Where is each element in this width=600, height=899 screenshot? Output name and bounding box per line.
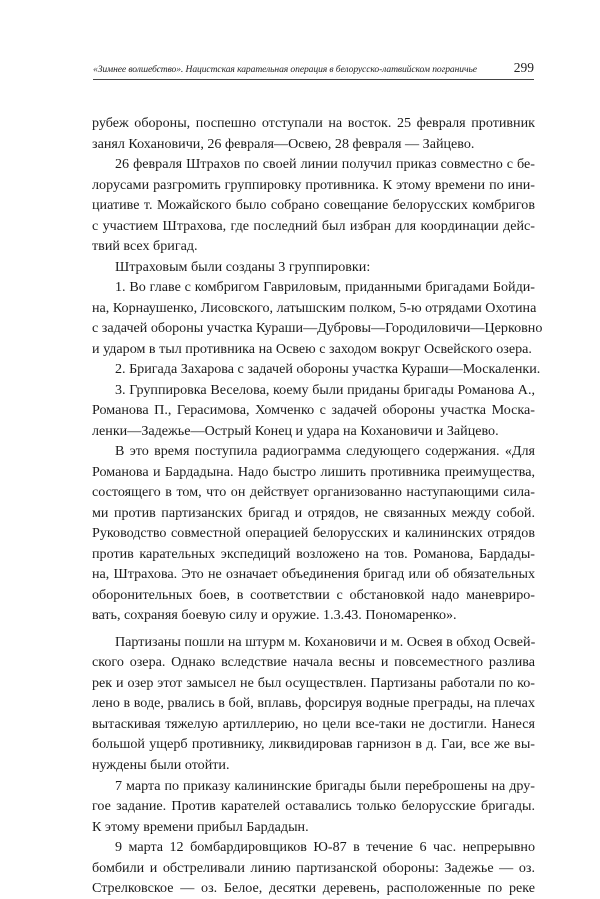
text-line: 7 марта по приказу калининские бригады были переброшены на дру- [115, 777, 535, 794]
text-line: 9 марта 12 бомбардировщиков Ю-87 в течение 6 час. непрерывно [115, 839, 535, 856]
text-line: занял Кохановичи, 26 февраля—Освею, 28 февраля — Зайцево. [92, 135, 475, 152]
paragraph-10 [92, 837, 535, 899]
paragraph-8 [92, 632, 535, 776]
text-line: 3. Группировка Веселова, коему были приданы бригады Романова А., [115, 381, 535, 398]
text-line: 1. Во главе с комбригом Гавриловым, приданными бригадами Бойди- [115, 279, 535, 296]
text-line: Романова и Бардадына. Надо быстро лишить противника преимущества, [92, 463, 535, 480]
text-line: Партизаны пошли на штурм м. Кохановичи и м. Освея в обход Освей- [115, 633, 536, 650]
text-line: Штраховым были созданы 3 группировки: [115, 258, 371, 275]
body-text [92, 113, 543, 899]
page-number: 299 [513, 60, 534, 75]
text-line: вытаскивая тяжелую артиллерию, но цели все-таки не достигли. Нанеся [92, 715, 535, 732]
text-line: с задачей обороны участка Кураши—Дубровы—Городиловичи—Церковно [92, 320, 543, 337]
paragraph-3 [92, 257, 535, 278]
text-line: рубеж обороны, поспешно отступали на восток. 25 февраля противник [92, 115, 535, 131]
paragraph-9 [92, 776, 535, 838]
paragraph-4 [92, 277, 543, 359]
text-line: большой ущерб противнику, ликвидировав гарнизон в д. Гаи, все же вы- [92, 736, 535, 753]
running-header [93, 60, 534, 80]
text-line: против карательных экспедиций возложено на тов. Романова, Бардады- [92, 545, 535, 562]
text-line: Стрелковское — оз. Белое, десятки деревень, расположенные по реке [92, 880, 535, 897]
paragraph-7 [92, 441, 535, 626]
text-line: на, Штрахова. Это не означает объединения бригад или об обязательных [92, 566, 535, 583]
text-line: и ударом в тыл противника на Освею с заходом вокруг Освейского озера. [92, 340, 532, 357]
text-line: состоящего в том, что он действует организованно наступающими сила- [92, 484, 535, 501]
text-line: Романова П., Герасимова, Хомченко с задачей обороны участка Моска- [92, 402, 535, 419]
text-line: вать, сохраняя боевую силу и оружие. 1.3.43. Пономаренко». [92, 607, 457, 624]
header-rule [93, 79, 534, 80]
text-line: 2. Бригада Захарова с задачей обороны участка Кураши—Москаленки. [115, 361, 541, 378]
paragraph-1 [92, 113, 535, 154]
paragraph-5 [92, 359, 541, 380]
text-line: циативе т. Можайского было собрано совещание белорусских комбригов [92, 197, 535, 214]
paragraph-6 [92, 380, 535, 442]
text-line: гое задание. Против карателей оставались только белорусские бригады. [92, 798, 535, 815]
text-line: твий всех бригад. [92, 238, 198, 255]
text-line: ми против партизанских бригад и отрядов, не связанных между собой. [92, 504, 535, 521]
text-line: В это время поступила радиограмма следующего содержания. «Для [115, 443, 535, 460]
text-line: рек и озер этот замысел не был осуществлен. Партизаны работали по ко- [92, 674, 535, 691]
text-line: на, Корнаушенко, Лисовского, латышским полком, 5-ю отрядами Охотина [92, 299, 537, 316]
text-line: 26 февраля Штрахов по своей линии получил приказ совместно с бе- [115, 156, 535, 173]
paragraph-2 [92, 154, 535, 257]
text-line: нуждены были отойти. [92, 756, 230, 773]
text-line: ского озера. Однако вследствие начала весны и повсеместного разлива [92, 654, 535, 671]
text-line: лорусами разгромить группировку противника. К этому времени по ини- [92, 176, 535, 193]
text-line: с участием Штрахова, где последний был избран для координации дейс- [92, 217, 535, 234]
text-line: ленки—Задежье—Острый Конец и удара на Кохановичи и Зайцево. [92, 422, 499, 439]
running-title: «Зимнее волшебство». Нацистская карательная операция в белорусско-латвийском пограничье [93, 64, 477, 75]
text-line: К этому времени прибыл Бардадын. [92, 818, 309, 835]
text-line: бомбили и обстреливали линию партизанской обороны: Задежье — оз. [92, 859, 535, 876]
text-line: лено в воде, рвались в бой, вплавь, форсируя водные преграды, на плечах [92, 695, 535, 712]
text-line: оборонительных боев, в соответствии с обстановкой надо маневриро- [92, 586, 535, 603]
text-line: Руководство совместной операцией белорусских и калининских отрядов [92, 525, 535, 542]
